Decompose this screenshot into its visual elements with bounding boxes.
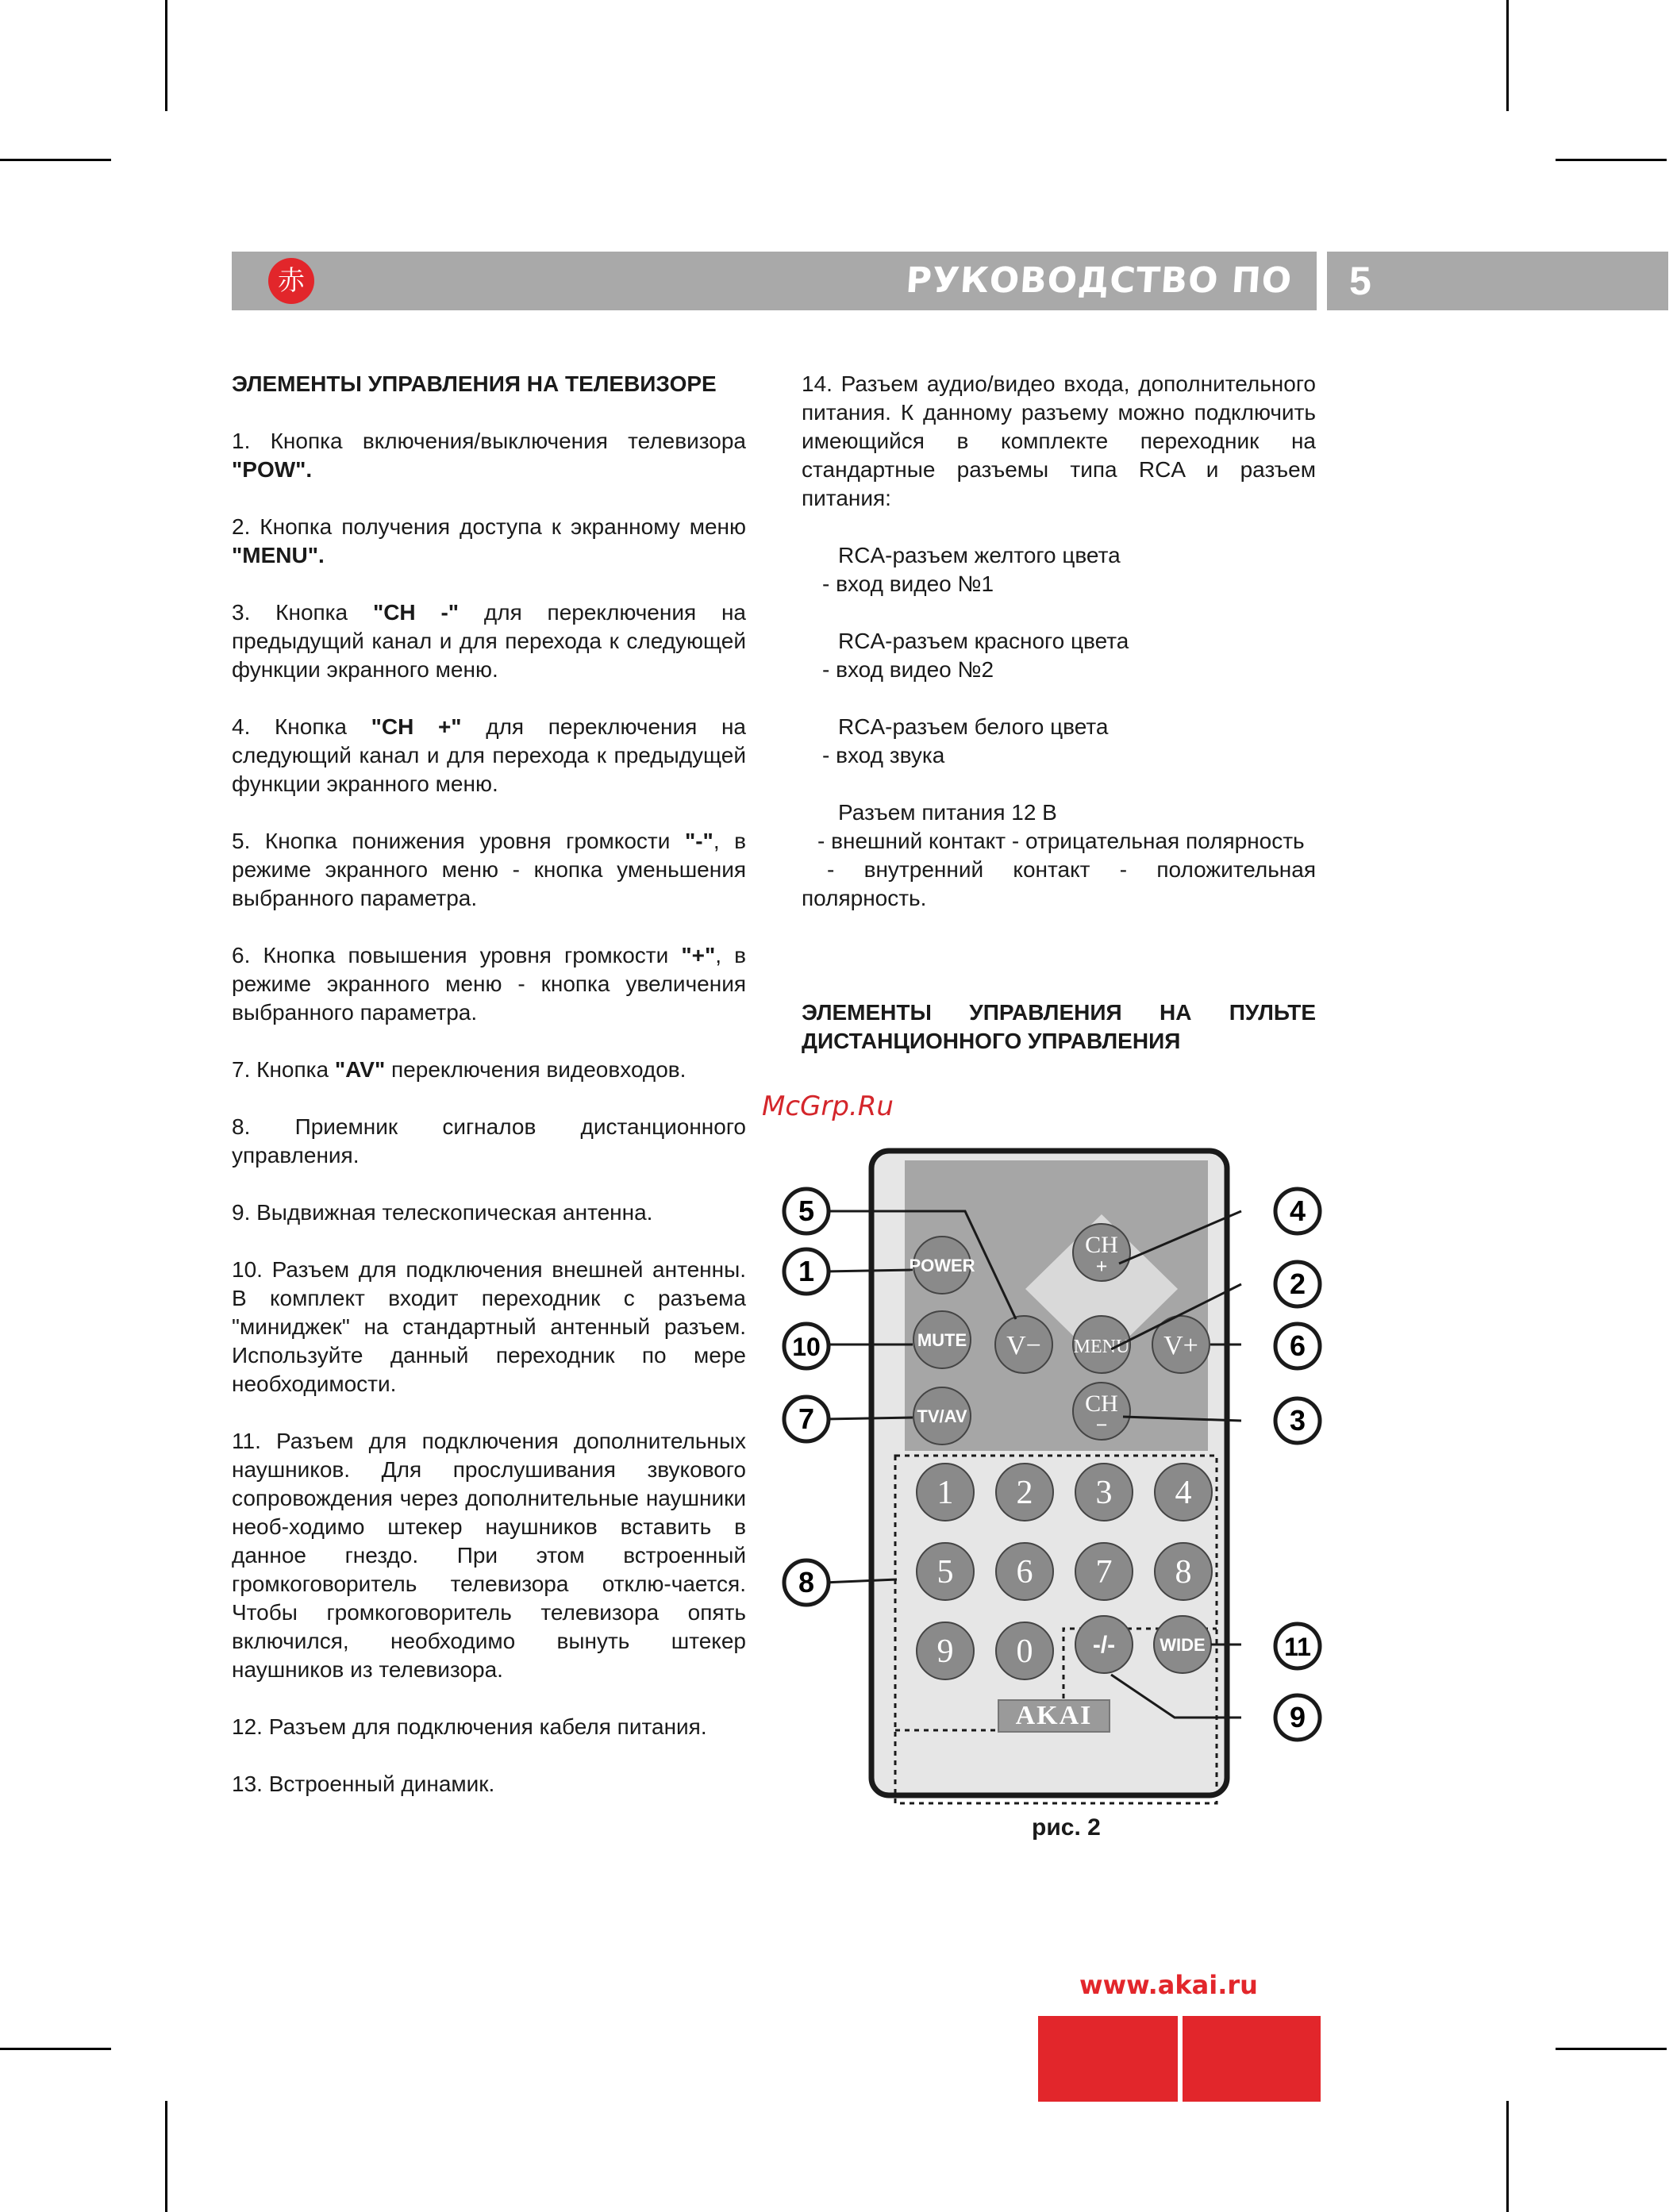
svg-text:5: 5 [798,1194,815,1227]
svg-text:TV/AV: TV/AV [917,1406,967,1426]
digit-button-7[interactable] [1075,1543,1133,1600]
crop-mark [0,2048,111,2050]
power-external-contact: - внешний контакт - отрицательная полярность [817,829,1305,853]
svg-text:V−: V− [1006,1331,1041,1360]
footer-red-block-left [1038,2016,1178,2102]
volume-down-button[interactable] [995,1316,1052,1373]
remote-section-heading: ЭЛЕМЕНТЫ УПРАВЛЕНИЯ НА ПУЛЬТЕ ДИСТАНЦИОННОГО УПРАВЛЕНИЯ [802,1000,1316,1053]
digit-button-2[interactable] [996,1464,1053,1521]
digit-button-1[interactable] [917,1464,974,1521]
callout-5 [784,1189,829,1233]
item-6: 6. Кнопка повышения уровня громкости "+", в режиме экранного меню - кнопка увеличения выбранного параметра. [232,943,746,1025]
svg-text:CH: CH [1085,1232,1118,1258]
callout-11 [1275,1624,1320,1668]
crop-mark [1506,2101,1509,2212]
left-column [232,370,746,1827]
svg-text:6: 6 [1016,1554,1033,1591]
svg-text:2: 2 [1289,1268,1306,1300]
footer-red-block-right [1183,2016,1321,2102]
svg-text:8: 8 [798,1566,815,1598]
brand-logo-icon: 赤 [268,258,314,304]
item-8: 8. Приемник сигналов дистанционного управления. [232,1114,746,1168]
remote-control-figure [778,1143,1333,1810]
callout-6 [1275,1324,1320,1368]
svg-text:7: 7 [798,1402,815,1435]
section-heading: ЭЛЕМЕНТЫ УПРАВЛЕНИЯ НА ТЕЛЕВИЗОРЕ [232,371,717,396]
rca-yellow-sub: - вход видео №1 [822,571,994,596]
svg-text:V+: V+ [1163,1331,1198,1360]
website-link[interactable]: www.akai.ru [1079,1970,1258,2000]
item-11: 11. Разъем для подключения дополнительных наушников. Для прослушивания звукового сопровождения через дополнительные наушники необ-ходимо штекер наушников вставить в данное гнездо. При этом встроенный громкоговоритель телевизора отклю-чается. Чтобы громкоговоритель телевизора опять включился, необходимо вынуть штекер наушников из телевизора. [232,1429,746,1682]
crop-mark [165,0,167,111]
svg-text:CH: CH [1085,1391,1118,1417]
callout-9 [1275,1695,1320,1740]
digit-button-6[interactable] [996,1543,1053,1600]
digit-button-5[interactable] [917,1543,974,1600]
digit-button-3[interactable] [1075,1464,1133,1521]
mute-button[interactable] [913,1311,971,1368]
ch-minus-button[interactable] [1073,1383,1130,1440]
item-2: 2. Кнопка получения доступа к экранному меню "MENU". [232,514,746,567]
svg-text:6: 6 [1289,1329,1306,1362]
item-14: 14. Разъем аудио/видео входа, дополнительного питания. К данному разъему можно подключить имеющийся в комплекте переходник на стандартные разъемы типа RCA и разъем питания: [802,371,1316,510]
item-5: 5. Кнопка понижения уровня громкости "-", в режиме экранного меню - кнопка уменьшения выбранного параметра. [232,829,747,910]
item-13: 13. Встроенный динамик. [232,1772,495,1796]
svg-text:3: 3 [1095,1475,1113,1511]
svg-text:1: 1 [936,1475,954,1511]
rca-yellow: RCA-разъем желтого цвета [838,543,1121,567]
svg-text:11: 11 [1284,1633,1311,1661]
digit-button-8[interactable] [1155,1543,1212,1600]
crop-mark [165,2101,167,2212]
callout-3 [1275,1398,1320,1443]
callout-1 [784,1249,829,1294]
tv-av-button[interactable] [913,1387,971,1445]
svg-text:5: 5 [936,1554,954,1591]
svg-text:WIDE: WIDE [1160,1635,1206,1655]
svg-text:−: − [1095,1414,1108,1437]
brand-logo: AKAI [1015,1701,1093,1730]
svg-text:POWER: POWER [909,1256,975,1275]
crop-mark [1556,2048,1667,2050]
rca-red: RCA-разъем красного цвета [838,629,1129,653]
svg-text:4: 4 [1175,1475,1192,1511]
item-10: 10. Разъем для подключения внешней антенны. В комплект входит переходник с разъема "миниджек" на стандартный антенный разъем. Используйте данный переходник по мере необходимости. [232,1257,746,1396]
svg-text:+: + [1095,1255,1108,1278]
svg-text:9: 9 [936,1633,954,1670]
item-12: 12. Разъем для подключения кабеля питания. [232,1714,707,1739]
svg-text:-/-: -/- [1092,1632,1116,1658]
power-connector-title: Разъем питания 12 В [838,800,1057,825]
dash-button[interactable] [1075,1616,1133,1673]
crop-mark [1506,0,1509,111]
svg-text:MENU: MENU [1073,1337,1130,1357]
callout-10 [784,1324,829,1368]
watermark: McGrp.Ru [762,1091,894,1122]
power-internal-contact: - внутренний контакт - положительная полярность. [802,857,1316,910]
crop-mark [0,159,111,161]
item-9: 9. Выдвижная телескопическая антенна. [232,1200,653,1225]
svg-text:2: 2 [1016,1475,1033,1511]
callout-8 [784,1560,829,1605]
item-1: 1. Кнопка включения/выключения телевизора "POW". [232,429,746,482]
page-title: РУКОВОДСТВО ПО ЭКСПЛУАТАЦИИ [904,260,1294,352]
svg-text:0: 0 [1016,1633,1033,1670]
svg-text:4: 4 [1289,1194,1306,1227]
item-4: 4. Кнопка "CH +" для переключения на следующий канал и для перехода к предыдущей функции экранного меню. [232,714,746,796]
svg-text:10: 10 [792,1333,821,1361]
callout-4 [1275,1189,1320,1233]
digit-button-9[interactable] [917,1622,974,1679]
svg-text:9: 9 [1289,1701,1306,1733]
svg-text:8: 8 [1175,1554,1192,1591]
page-number: 5 [1349,259,1371,303]
right-column [802,370,1316,1084]
rca-white-sub: - вход звука [822,743,945,767]
digit-button-0[interactable] [996,1622,1053,1679]
figure-caption: рис. 2 [1032,1814,1101,1841]
rca-white: RCA-разъем белого цвета [838,714,1109,739]
rca-red-sub: - вход видео №2 [822,657,994,682]
svg-text:3: 3 [1289,1404,1306,1437]
svg-text:1: 1 [798,1255,815,1287]
callout-2 [1275,1262,1320,1306]
digit-button-4[interactable] [1155,1464,1212,1521]
svg-text:7: 7 [1095,1554,1113,1591]
svg-text:MUTE: MUTE [917,1330,967,1350]
wide-button[interactable] [1154,1616,1211,1673]
page-number-box [1327,252,1668,310]
item-7: 7. Кнопка "AV" переключения видеовходов. [232,1057,687,1082]
crop-mark [1556,159,1667,161]
callout-7 [784,1397,829,1441]
ch-plus-button[interactable] [1073,1224,1130,1281]
item-3: 3. Кнопка "CH -" для переключения на предыдущий канал и для перехода к следующей функции экранного меню. [232,600,746,682]
